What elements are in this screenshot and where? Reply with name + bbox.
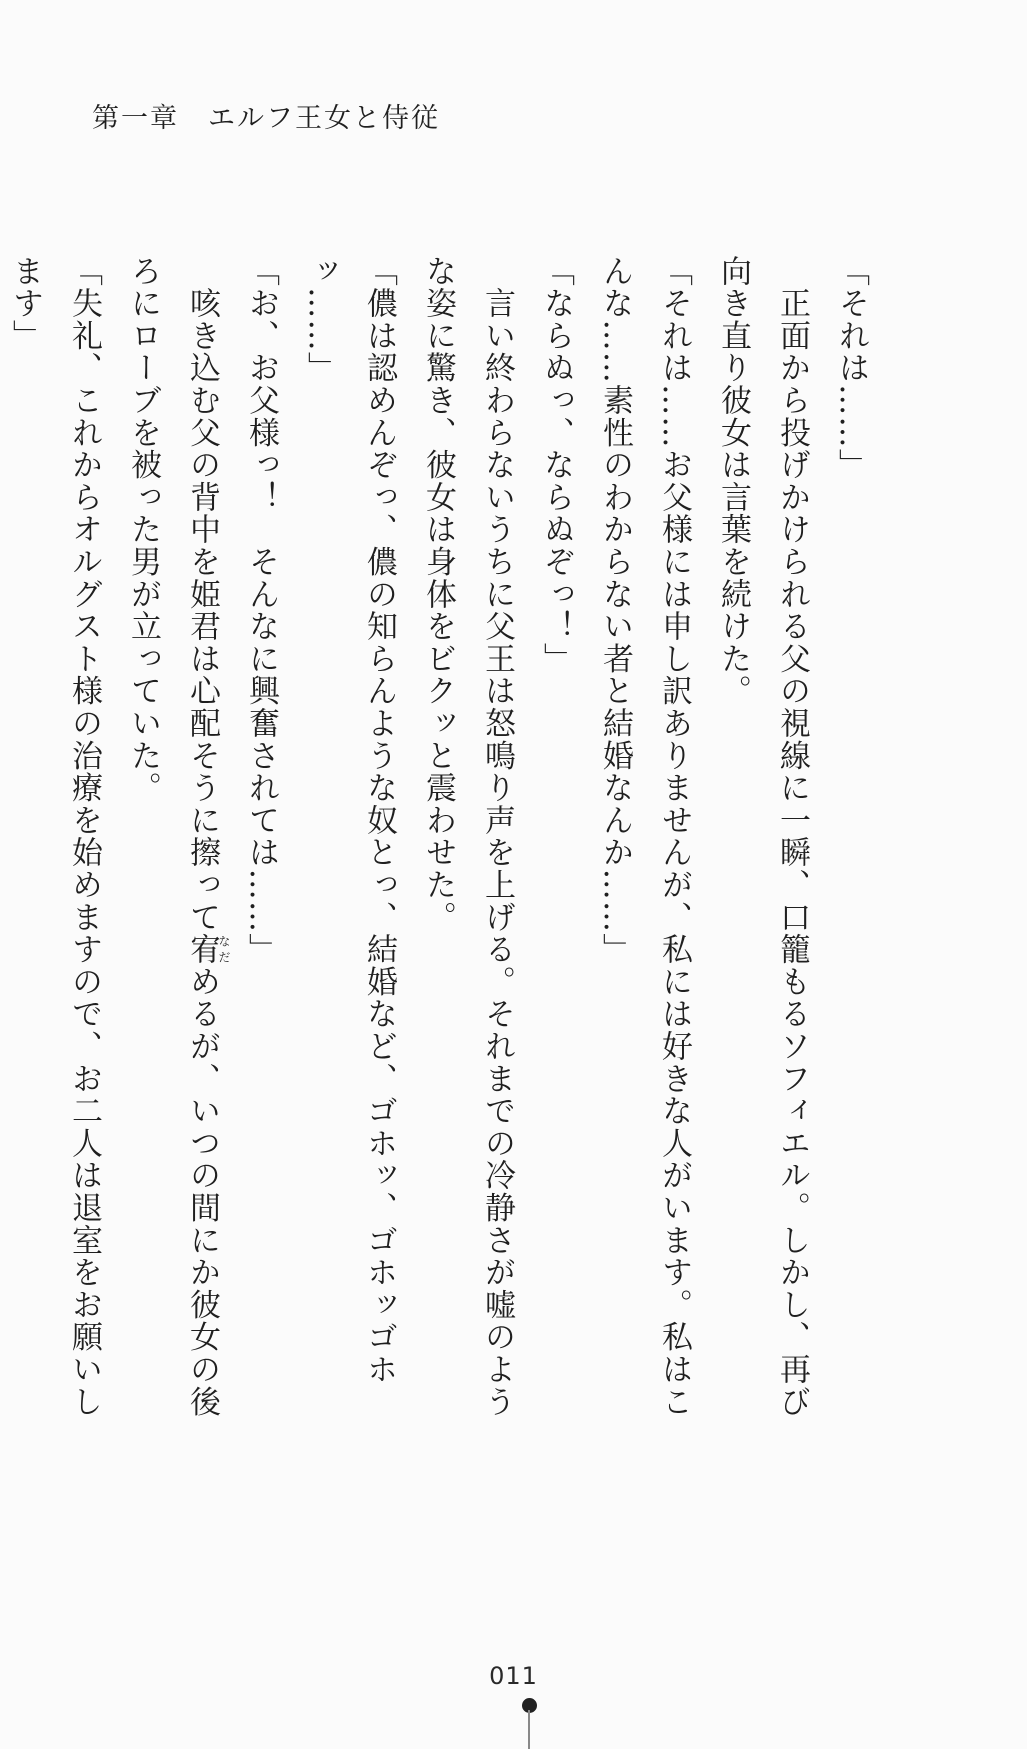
paragraph: 「お、お父様っ！ そんなに興奮されては……」 — [243, 255, 279, 966]
paragraph-with-ruby: 咳き込む父の背中を姫君は心配そうに擦って宥なだめるが、いつの間にか彼女の後ろにローブを被った男が立っていた。 — [125, 255, 231, 1418]
body-text — [7, 255, 880, 1430]
page-number: 011 — [489, 1662, 538, 1690]
chapter-header: 第一章 エルフ王女と侍従 — [92, 103, 440, 134]
paragraph: 「失礼、これからオルグスト様の治療を始めますので、お二人は退室をお願いします」 — [7, 255, 102, 1418]
page-marker-line — [528, 1710, 530, 1749]
ruby-reading: なだ — [217, 933, 231, 966]
paragraph: 「ならぬっ、ならぬぞっ！」 — [538, 255, 574, 675]
paragraph: 言い終わらないうちに父王は怒鳴り声を上げる。それまでの冷静さが嘘のような姿に驚き、彼女は身体をビクッと震わせた。 — [420, 255, 515, 1418]
ruby-annotation: 宥なだ — [184, 933, 231, 966]
paragraph: 正面から投げかけられる父の視線に一瞬、口籠もるソフィエル。しかし、再び向き直り彼女は言葉を続けた。 — [715, 255, 810, 1418]
paragraph: 「それは……」 — [833, 255, 869, 482]
paragraph: 「それは……お父様には申し訳ありませんが、私には好きな人がいます。私はこんな……素性のわからない者と結婚なんか……」 — [597, 255, 692, 1418]
paragraph: 「儂は認めんぞっ、儂の知らんような奴とっ、結婚など、ゴホッ、ゴホッゴホッ……」 — [302, 255, 397, 1386]
